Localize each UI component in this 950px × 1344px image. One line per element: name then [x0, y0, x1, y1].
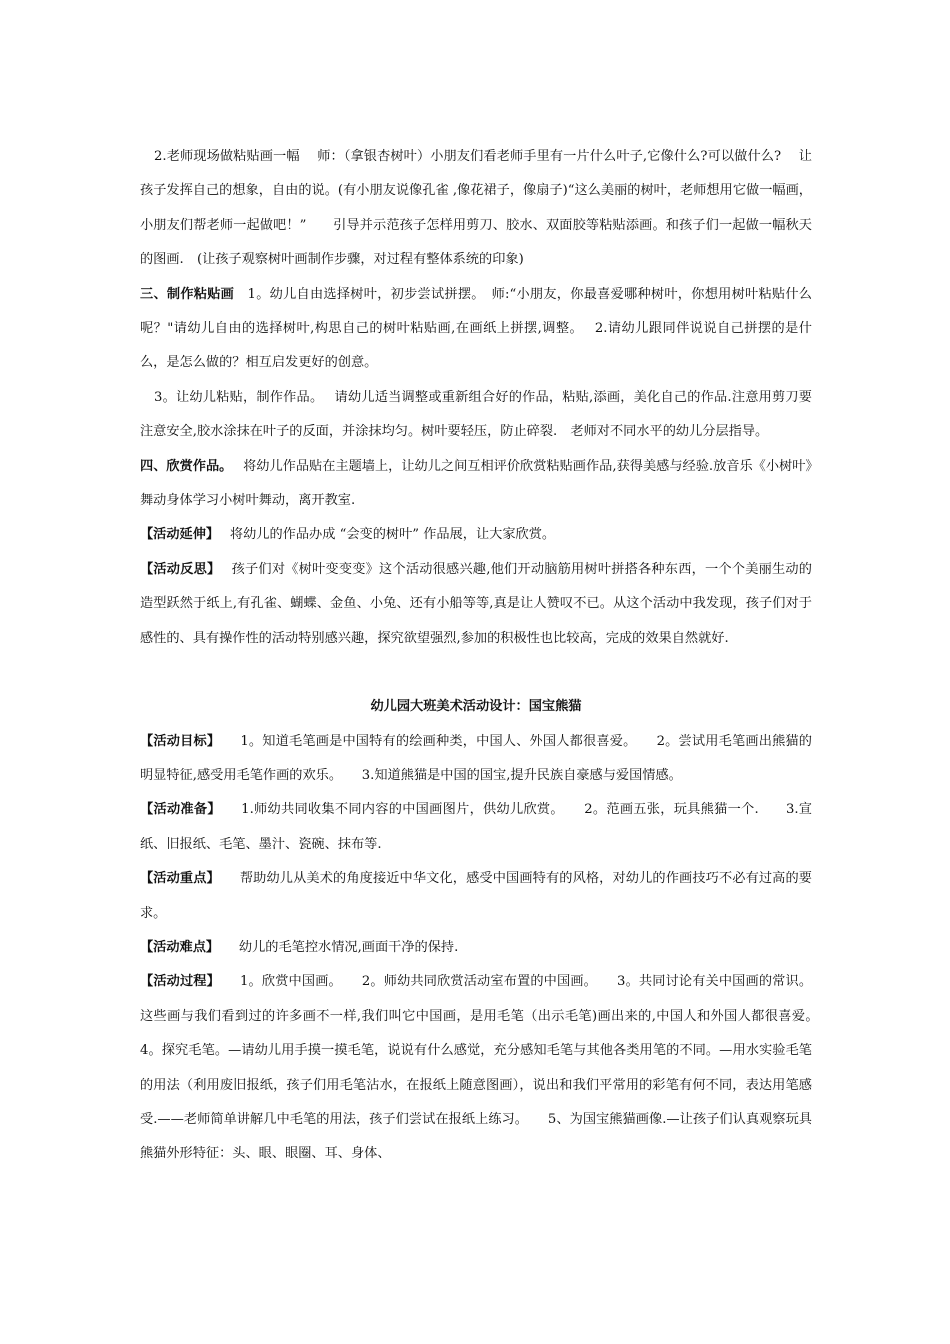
goals-label: 【活动目标】 [140, 733, 214, 749]
key-points-label: 【活动重点】 [140, 871, 214, 887]
paragraph-text: 1.师幼共同收集不同内容的中国画图片，供幼儿欣赏。 2。范画五张，玩具熊猫一个. 3.宣纸、旧报纸、毛笔、墨汁、瓷碗、抹布等. [140, 802, 812, 852]
process-label: 【活动过程】 [140, 974, 214, 990]
paragraph-text: 将幼儿的作品办成 “会变的树叶” 作品展，让大家欣赏。 [212, 527, 556, 543]
paragraph-text: 1。知道毛笔画是中国特有的绘画种类，中国人、外国人都很喜爱。 2。尝试用毛笔画出熊猫的明显特征,感受用毛笔作画的欢乐。 3.知道熊猫是中国的国宝,提升民族自豪感与爱国情感。 [140, 733, 812, 783]
paragraph-goals [140, 725, 812, 794]
paragraph-text: 将幼儿作品贴在主题墙上，让幼儿之间互相评价欣赏粘贴画作品,获得美感与经验.放音乐《小树叶》舞动身体学习小树叶舞动，离开教室. [140, 458, 812, 509]
reflection-label: 【活动反思】 [140, 561, 214, 577]
paragraph-extension [140, 518, 812, 552]
paragraph-section-4 [140, 450, 812, 519]
paragraph-text: 3。让幼儿粘贴，制作作品。 请幼儿适当调整或重新组合好的作品，粘贴,添画，美化自己的作品.注意用剪刀要注意安全,胶水涂抹在叶子的反面，并涂抹均匀。树叶要轻压，防止碎裂. 老师对不同水平的幼儿分层指导。 [140, 389, 812, 440]
paragraph-step-3 [140, 381, 812, 450]
paragraph-section-3 [140, 278, 812, 381]
paragraph-preparation [140, 793, 812, 862]
paragraph-step-2 [140, 140, 812, 278]
paragraph-text: 1。幼儿自由选择树叶，初步尝试拼摆。 师:“小朋友，你最喜爱哪种树叶，你想用树叶粘贴什么呢？"请幼儿自由的选择树叶,构思自己的树叶粘贴画,在画纸上拼摆,调整。 2.请幼儿跟同伴说说自己拼摆的是什么，是怎么做的？相互启发更好的创意。 [140, 286, 812, 371]
paragraph-text: 帮助幼儿从美术的角度接近中华文化，感受中国画特有的风格，对幼儿的作画技巧不必有过高的要求。 [140, 871, 812, 921]
document-body [140, 140, 839, 1172]
section-heading-4: 四、欣赏作品。 [140, 458, 226, 474]
paragraph-text: 孩子们对《树叶变变变》这个活动很感兴趣,他们开动脑筋用树叶拼搭各种东西，一个个美丽生动的造型跃然于纸上,有孔雀、蝴蝶、金鱼、小兔、还有小船等等,真是让人赞叹不已。从这个活动中我发现，孩子们对于感性的、具有操作性的活动特别感兴趣，探究欲望强烈,参加的积极性也比较高，完成的效果自然就好. [140, 561, 812, 646]
paragraph-key-points [140, 862, 812, 931]
extension-label: 【活动延伸】 [140, 527, 213, 543]
preparation-label: 【活动准备】 [140, 802, 215, 818]
section-heading-3: 三、制作粘贴画 [140, 286, 235, 302]
paragraph-difficulties [140, 931, 812, 965]
difficulties-label: 【活动难点】 [140, 939, 213, 955]
paragraph-text: 1。欣赏中国画。 2。师幼共同欣赏活动室布置的中国画。 3。共同讨论有关中国画的常识。这些画与我们看到过的许多画不一样,我们叫它中国画，是用毛笔（出示毛笔)画出来的,中国人和外国人都很喜爱。 4。探究毛笔。—请幼儿用手摸一摸毛笔，说说有什么感觉，充分感知毛笔与其他各类用笔的不同。—用水实验毛笔的用法（利用废旧报纸，孩子们用毛笔沾水，在报纸上随意图画），说出和我们平常用的彩笔有何不同，表达用笔感受.——老师简单讲解几中毛笔的用法，孩子们尝试在报纸上练习。 5、为国宝熊猫画像.—让孩子们认真观察玩具熊猫外形特征：头、眼、眼圈、耳、身体、 [140, 974, 839, 1162]
paragraph-reflection [140, 553, 812, 656]
document-title: 幼儿园大班美术活动设计：国宝熊猫 [370, 699, 582, 715]
section-spacer [140, 656, 812, 690]
paragraph-text: 幼儿的毛笔控水情况,画面干净的保持. [212, 939, 459, 955]
paragraph-process [140, 965, 839, 1171]
paragraph-text: 2.老师现场做粘贴画一幅 师：（拿银杏树叶）小朋友们看老师手里有一片什么叶子,它像什么?可以做什么? 让孩子发挥自己的想象，自由的说。(有小朋友说像孔雀 ,像花裙子，像扇子)“这么美丽的树叶，老师想用它做一幅画，小朋友们帮老师一起做吧！” 引导并示范孩子怎样用剪刀、胶水、双面胶等粘贴添画。和孩子们一起做一幅秋天的图画. (让孩子观察树叶画制作步骤，对过程有整体系统的印象) [140, 149, 812, 268]
